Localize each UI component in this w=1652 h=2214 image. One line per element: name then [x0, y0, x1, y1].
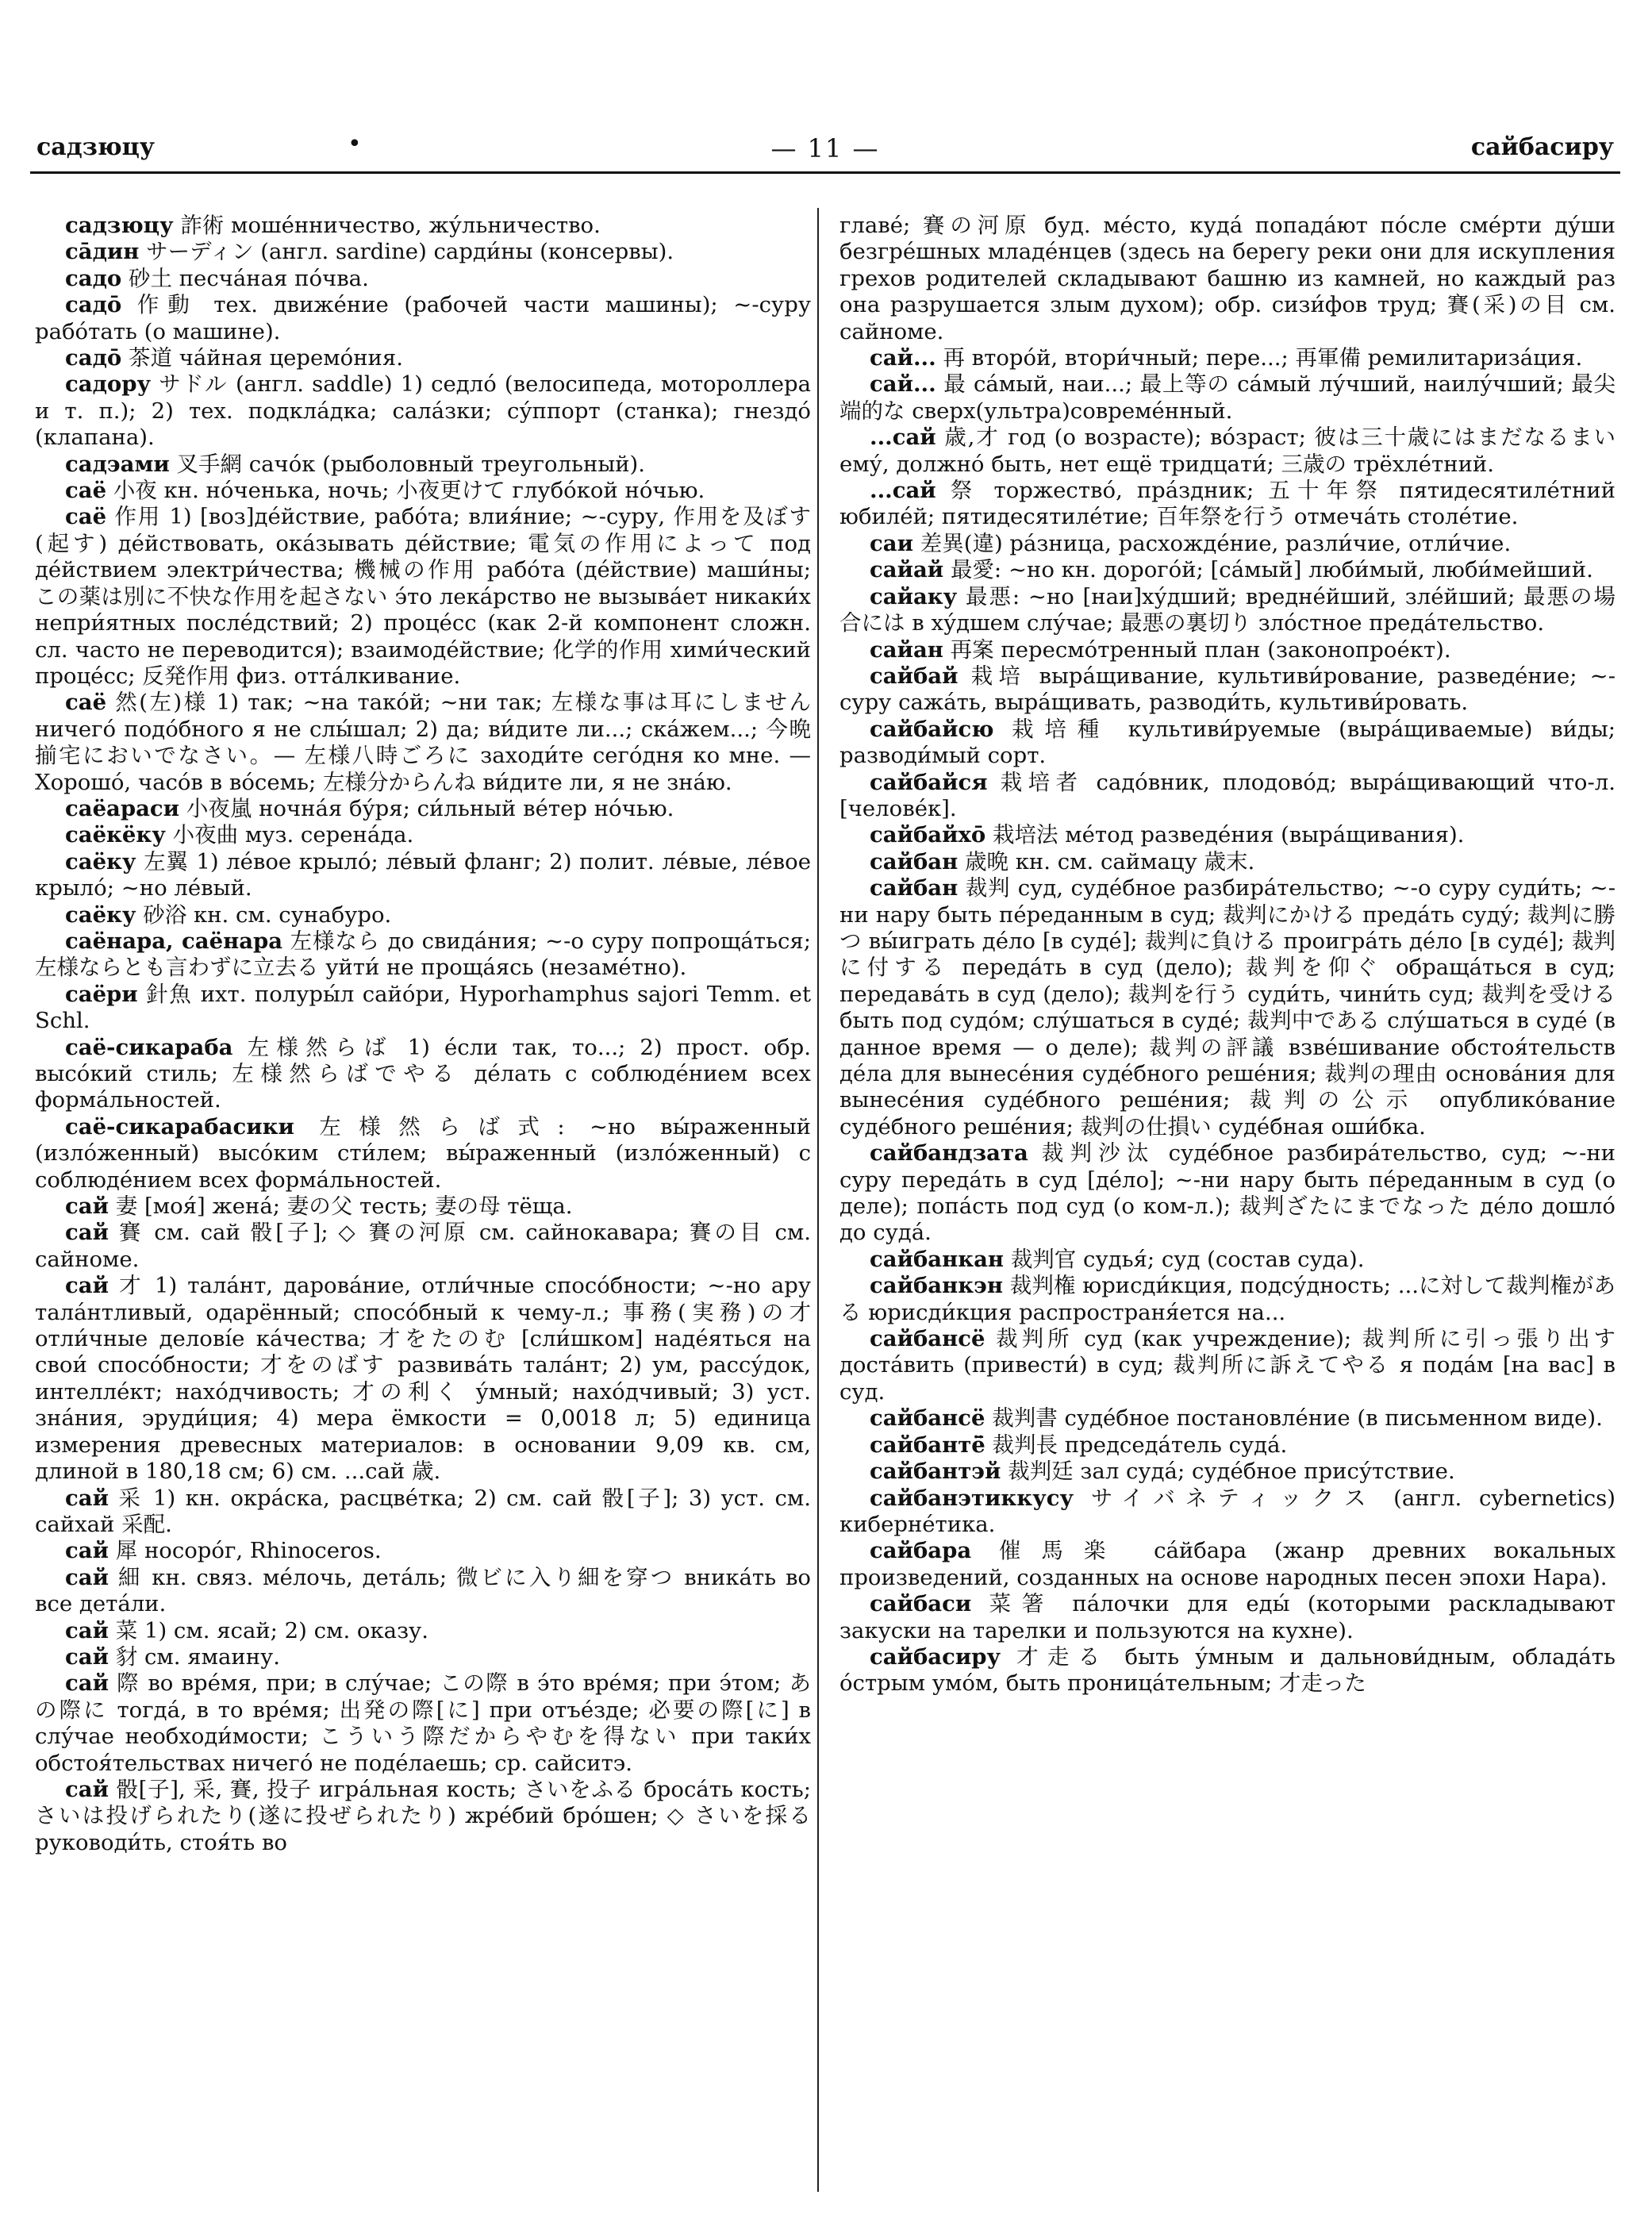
dictionary-entry: [35, 822, 811, 848]
dictionary-entry: [35, 1114, 811, 1193]
dictionary-entry: [35, 1486, 811, 1539]
entry-definition: 小夜曲 муз. серена́да.: [172, 822, 414, 848]
dictionary-entry: [839, 875, 1616, 1140]
entry-headword: саёкёку: [65, 822, 166, 848]
entry-headword: сайбансё: [870, 1405, 985, 1432]
entry-definition: 差異(違) ра́зница, расхожде́ние, разли́чие, отли́чие.: [920, 530, 1512, 556]
entry-definition: 際 во вре́мя, при; в слу́чае; この際 в э́то вре́мя; при э́том; あの際に тогда́, в то вре́мя; 出発の際[に] при отъе́зде; 必要の際[に] в слу́чае необходи́мости; こういう際だからやむを得ない при таки́х обстоя́тельствах ничего́ не поде́лаешь; ср. сайситэ.: [35, 1670, 811, 1776]
entry-headword: сайбанкан: [870, 1246, 1005, 1272]
header-dot: •: [348, 130, 362, 158]
dictionary-entry: [35, 1538, 811, 1564]
dictionary-entry: [839, 717, 1616, 770]
entry-headword: сай: [65, 1538, 109, 1564]
dictionary-entry: [35, 213, 811, 239]
dictionary-entry: [35, 452, 811, 478]
right-guide-word: сайбасиру: [1470, 133, 1614, 161]
right-column: [839, 213, 1616, 1697]
dictionary-entry: [35, 1220, 811, 1273]
column-divider: [817, 208, 819, 2192]
entry-headword: саи: [870, 530, 913, 556]
entry-definition: 裁判沙汰 суде́бное разбира́тельство, суд; ~-ни суру переда́ть в суд [де́ло]; ~-ни нару быть пе́реданным в суд (о деле); попа́сть под суд (о ком-л.); 裁判ざたにまでなった де́ло дошло́ до суда́.: [839, 1140, 1616, 1246]
entry-definition: 左様然らば 1) е́сли так, то...; 2) прост. обр. высо́кий стиль; 左様然らばでやる де́лать с соблюде́нием всех форма́льностей.: [35, 1034, 812, 1113]
entry-headword: сайбантё̄: [870, 1432, 985, 1458]
dictionary-entry: [35, 690, 811, 796]
entry-definition: サーディン (англ. sardine) сарди́ны (консервы).: [146, 239, 674, 265]
dictionary-entry: [35, 982, 811, 1035]
entry-definition: 茶道 ча́йная церемо́ния.: [128, 345, 403, 371]
entry-headword: сай: [65, 1617, 109, 1643]
entry-definition: 裁判書 суде́бное постановле́ние (в письменном виде).: [992, 1405, 1603, 1432]
entry-definition: 菜 1) см. ясай; 2) см. оказу.: [115, 1617, 428, 1643]
entry-definition: 裁判権 юрисди́кция, подсу́дность; ...に対して裁判権がある юрисди́кция распространя́ется на...: [839, 1273, 1616, 1325]
dictionary-entry: [839, 1591, 1616, 1644]
entry-headword: сайбай: [870, 663, 959, 689]
entry-headword: сай: [65, 1670, 109, 1697]
dictionary-entry: [839, 584, 1616, 637]
entry-headword: сай: [65, 1643, 109, 1670]
dictionary-entry: [839, 371, 1616, 425]
dictionary-entry: [35, 1670, 811, 1777]
dictionary-entry: [839, 1538, 1616, 1591]
dictionary-entry: [839, 1140, 1616, 1247]
entry-headword: садору: [65, 371, 152, 398]
entry-headword: сай...: [870, 345, 936, 371]
entry-definition: 最悪: ~но [наи]ху́дший; вредне́йший, зле́йший; 最悪の場合には в ху́дшем слу́чае; 最悪の裏切り зло́стное преда́тельство.: [839, 583, 1616, 636]
entry-headword: саёнара, саёнара: [65, 928, 283, 954]
entry-definition: 砂土 песча́ная по́чва.: [128, 265, 369, 291]
entry-definition: 歳,才 год (о возрасте); во́зраст; 彼は三十歳にはまだなるまい ему́, должно́ быть, нет ещё тридцати́; 三歳の трёхле́тний.: [839, 425, 1616, 477]
dictionary-entry: [35, 928, 811, 982]
entry-definition: 再案 пересмо́тренный план (законопрое́кт).: [950, 636, 1451, 663]
dictionary-entry: [839, 345, 1616, 371]
dictionary-entry: [35, 1618, 811, 1644]
entry-headword: са̄дин: [65, 239, 140, 265]
entry-headword: садо: [65, 265, 122, 291]
dictionary-entry: [839, 425, 1616, 478]
entry-headword: сайбайсю: [870, 716, 994, 742]
entry-headword: саё-сикарабасики: [65, 1113, 294, 1140]
dictionary-entry: [35, 266, 811, 292]
entry-definition: 小夜嵐 ночна́я бу́ря; си́льный ве́тер но́чью.: [186, 795, 674, 821]
dictionary-entry: [35, 345, 811, 371]
entry-headword: садо̄: [65, 292, 122, 318]
entry-definition: 然(左)様 1) так; ~на тако́й; ~ни так; 左様な事は耳にしません ничего́ подо́бного я не слы́шал; 2) да; ви́дите ли...; ска́жем...; 今晩揃宅においでなさい。— 左様八時ごろに заходи́те сего́дня ко мне. — Хорошо́, часо́в в во́семь; 左様分からんね ви́дите ли, я не зна́ю.: [35, 690, 811, 795]
entry-definition: 左様なら до свида́ния; ~-о суру попроща́ться; 左様ならとも言わずに立去る уйти́ не проща́ясь (незаме́тно).: [35, 928, 811, 981]
entry-definition: 栽培種 культиви́руемые (выра́щиваемые) ви́ды; разводи́мый сорт.: [839, 716, 1616, 769]
entry-definition: 叉手網 сачо́к (рыболовный треугольный).: [176, 451, 646, 477]
entry-headword: сайан: [870, 636, 943, 663]
entry-definition: 栽培 выра́щивание, культиви́рование, разведе́ние; ~-суру сажа́ть, выра́щивать, разводи́ть, культиви́ровать.: [839, 663, 1616, 716]
dictionary-entry: [35, 849, 811, 902]
entry-definition: 作用 1) [воз]де́йствие, рабо́та; влия́ние; ~-суру, 作用を及ぼす(起す) де́йствовать, ока́зывать де́йствие; 電気の作用によって под де́йствием электри́чества; 機械の作用 рабо́та (де́йствие) маши́ны; この薬は別に不快な作用を起さない э́то лека́рство не вызыва́ет никаки́х непри́ятных после́дствий; 2) проце́сс (как 2-й компонент сложн. сл. часто не переводится); взаимоде́йствие; 化学的作用 хими́ческий проце́сс; 反発作用 физ. отта́лкивание.: [35, 504, 811, 689]
entry-headword: сайбанэтиккусу: [870, 1485, 1074, 1511]
dictionary-entry: [35, 239, 811, 265]
entry-headword: сайбаси: [870, 1591, 972, 1617]
entry-definition: 豺 см. ямаину.: [115, 1643, 280, 1670]
entry-definition: 才走る быть у́мным и дальнови́дным, облада́ть о́стрым умо́м, быть проница́тельным; 才走った: [839, 1643, 1616, 1697]
entry-headword: саё: [65, 478, 107, 504]
entry-definition: 犀 носоро́г, Rhinoceros.: [115, 1538, 382, 1564]
entry-definition: 針魚 ихт. полуры́л сайо́ри, Hyporhamphus sajori Temm. et Schl.: [35, 981, 812, 1034]
dictionary-entry: [839, 1247, 1616, 1273]
entry-definition: 菜箸 па́лочки для еды́ (которыми раскладывают закуски на тарелки и пользуются на кухне).: [839, 1591, 1616, 1643]
entry-headword: сай: [65, 1220, 109, 1246]
dictionary-entry: [839, 1273, 1616, 1326]
entry-headword: сай: [65, 1564, 109, 1590]
dictionary-entry: [839, 849, 1616, 875]
entry-headword: садзюцу: [65, 213, 174, 238]
dictionary-entry: [35, 1035, 811, 1114]
dictionary-entry: [35, 1565, 811, 1618]
dictionary-entry: [839, 1459, 1616, 1485]
entry-definition: 裁判 суд, суде́бное разбира́тельство; ~-о суру суди́ть; ~-ни нару быть пе́реданным в суд; 裁判にかける преда́ть суду́; 裁判に勝つ вы́играть де́ло [в суде́]; 裁判に負ける проигра́ть де́ло [в суде́]; 裁判に付する переда́ть в суд (дело); 裁判を仰ぐ обраща́ться в суд; передава́ть в суд (дело); 裁判を行う суди́ть, чини́ть суд; 裁判を受ける быть под судо́м; слу́шаться в суде́; 裁判中である слу́шаться в суде́ (в данное время — о деле); 裁判の評議 взве́шивание обстоя́тельств де́ла для вынесе́ния суде́бного реше́ния; 裁判の理由 основа́ния для вынесе́ния суде́бного реше́ния; 裁判の公示 опублико́вание суде́бного реше́ния; 裁判の仕損い суде́бная оши́бка.: [839, 875, 1616, 1140]
entry-headword: саё-сикараба: [65, 1034, 233, 1060]
entry-headword: сай: [65, 1273, 109, 1299]
entry-headword: сайбантэй: [870, 1459, 1001, 1485]
entry-definition: 裁判所 суд (как учреждение); 裁判所に引っ張り出す доста́вить (привести́) в суд; 裁判所に訴えてやる я пода́м [на вас] в суд.: [839, 1326, 1616, 1405]
entry-headword: садэами: [65, 451, 170, 477]
dictionary-entry: [35, 1777, 811, 1856]
entry-headword: саёри: [65, 981, 138, 1007]
dictionary-entry: [839, 1326, 1616, 1405]
entry-headword: сай: [65, 1485, 109, 1511]
entry-definition: 裁判長 председа́тель суда́.: [992, 1432, 1288, 1458]
entry-definition: サイバネティックス (англ. cybernetics) киберне́тика.: [839, 1485, 1616, 1537]
entry-headword: сай: [65, 1193, 109, 1220]
dictionary-entry: [35, 1273, 811, 1485]
entry-headword: сайбайхо̄: [870, 822, 986, 848]
running-head: [30, 130, 1620, 174]
entry-definition: 最 са́мый, наи...; 最上等の са́мый лу́чший, наилу́чший; 最尖端的な сверх(ультра)совреме́нный.: [839, 371, 1616, 424]
entry-headword: саё: [65, 690, 107, 716]
entry-definition: 催馬楽 са́йбара (жанр древних вокальных произведений, созданных на основе народных песен эпохи Нара).: [839, 1538, 1616, 1590]
entry-definition: 祭 торжество́, пра́здник; 五十年祭 пятидесятиле́тний юбиле́й; пятидесятиле́тие; 百年祭を行う отмеча́ть столе́тие.: [839, 478, 1616, 530]
page-number: — 11 —: [770, 133, 880, 163]
dictionary-entry: [839, 1644, 1616, 1697]
dictionary-entry: [839, 663, 1616, 717]
dictionary-entry: [839, 1405, 1616, 1432]
entry-definition: 骰[子], 采, 賽, 投子 игра́льная кость; さいをふる броса́ть кость; さいは投げられたり(遂に投ぜられたり) жре́бий бро́шен; ◇ さいを採る руководи́ть, стоя́ть во: [35, 1776, 811, 1855]
entry-definition: 才 1) тала́нт, дарова́ние, отли́чные спосо́бности; ~-но ару тала́нтливый, одарённый; спосо́бный к чему-л.; 事務(実務)の才 отли́чные делові́е ка́чества; 才をたのむ [сли́шком] наде́яться на свои́ спосо́бности; 才をのばす развива́ть тала́нт; 2) ум, рассу́док, интелле́кт; нахо́дчивость; 才の利く у́мный; нахо́дчивый; 3) уст. зна́ния, эруди́ция; 4) мера ёмкости = 0,0018 л; 5) единица измерения древесных материалов: в основании 9,09 кв. см, длиной в 180,18 см; 6) см. ...сай 歳.: [35, 1273, 812, 1485]
dictionary-entry: [839, 531, 1616, 557]
dictionary-entry: [839, 213, 1616, 345]
dictionary-entry: [839, 637, 1616, 663]
entry-definition: 裁判廷 зал суда́; суде́бное прису́тствие.: [1008, 1459, 1455, 1485]
entry-headword: саёараси: [65, 795, 180, 821]
entry-headword: ...сай: [870, 425, 936, 451]
entry-definition: 妻 [моя́] жена́; 妻の父 тесть; 妻の母 тёща.: [115, 1193, 573, 1220]
entry-headword: сай...: [870, 371, 936, 398]
entry-definition: 詐術 моше́нничество, жу́льничество.: [180, 213, 601, 238]
dictionary-entry: [35, 371, 811, 451]
dictionary-entry: [35, 1193, 811, 1220]
entry-headword: сайбан: [870, 848, 959, 874]
entry-definition: главе́; 賽の河原 буд. ме́сто, куда́ попада́ют по́сле сме́рти ду́ши безгре́шных младе́нцев (здесь на берегу реки они для искупления грехов родителей складывают башню из камней, но каждый раз она разрушается злым духом); обр. сизи́фов труд; 賽(采)の目 см. сайноме.: [839, 213, 1616, 344]
entry-headword: сайбан: [870, 875, 959, 901]
dictionary-entry: [35, 902, 811, 928]
entry-headword: сайбансё: [870, 1326, 985, 1352]
entry-headword: саёку: [65, 848, 136, 874]
dictionary-entry: [839, 557, 1616, 583]
entry-definition: 左様然らば式: ~но вы́раженный (изло́женный) высо́ким сти́лем; вы́раженный (изло́женный) с соблюде́нием всех форма́льностей.: [35, 1113, 811, 1193]
entry-definition: 裁判官 судья́; суд (состав суда).: [1010, 1246, 1365, 1272]
entry-headword: сайбара: [870, 1538, 972, 1564]
entry-definition: 細 кн. связ. ме́лочь, дета́ль; 微ビに入り細を穿つ вника́ть во все дета́ли.: [35, 1564, 811, 1617]
dictionary-entry: [839, 770, 1616, 823]
entry-headword: сайбасиру: [870, 1643, 1001, 1670]
entry-headword: сайбандзата: [870, 1140, 1028, 1167]
entry-definition: 歳晩 кн. см. саймацу 歳末.: [965, 848, 1255, 874]
dictionary-entry: [839, 478, 1616, 531]
entry-definition: サドル (англ. saddle) 1) седло́ (велосипеда, мотороллера и т. п.); 2) тех. подкла́дка; сала́зки; су́ппорт (станка); гнездо́ (клапана).: [35, 371, 811, 451]
entry-headword: сайаку: [870, 583, 958, 609]
entry-headword: сай: [65, 1776, 109, 1802]
entry-definition: 采 1) кн. окра́ска, расцве́тка; 2) см. сай 骰[子]; 3) уст. см. сайхай 采配.: [35, 1485, 811, 1537]
entry-definition: 作動 тех. движе́ние (рабочей части машины); ~-суру рабо́тать (о машине).: [35, 292, 812, 344]
entry-definition: 小夜 кн. но́ченька, ночь; 小夜更けて глубо́кой но́чью.: [113, 478, 705, 504]
entry-definition: 栽培者 садо́вник, плодово́д; выра́щивающий что-л. [челове́к].: [839, 769, 1616, 821]
entry-headword: сайбайся: [870, 769, 988, 795]
entry-definition: 賽 см. сай 骰[子]; ◇ 賽の河原 см. сайнокавара; 賽の目 см. сайноме.: [35, 1220, 811, 1272]
dictionary-entry: [35, 504, 811, 690]
dictionary-entry: [35, 478, 811, 504]
entry-headword: саё: [65, 504, 107, 530]
entry-headword: саёку: [65, 901, 136, 928]
entry-definition: 最愛: ~но кн. дорого́й; [са́мый] люби́мый, люби́мейший.: [950, 557, 1593, 583]
entry-definition: 砂浴 кн. см. сунабуро.: [143, 901, 392, 928]
entry-headword: сайбанкэн: [870, 1273, 1003, 1299]
entry-headword: садо̄: [65, 345, 122, 371]
dictionary-entry: [35, 796, 811, 822]
dictionary-entry: [35, 1644, 811, 1670]
entry-definition: 再 второ́й, втори́чный; пере...; 再軍備 ремилитариза́ция.: [943, 345, 1583, 371]
dictionary-entry: [839, 1486, 1616, 1539]
dictionary-entry: [35, 292, 811, 345]
entry-headword: ...сай: [870, 478, 936, 504]
dictionary-entry: [839, 1432, 1616, 1459]
left-guide-word: садзюцу: [36, 133, 155, 161]
dictionary-entry: [839, 822, 1616, 848]
entry-headword: сайай: [870, 557, 944, 583]
entry-definition: 左翼 1) ле́вое крыло́; ле́вый фланг; 2) полит. ле́вые, ле́вое крыло́; ~но ле́вый.: [35, 848, 811, 901]
left-column: [35, 213, 811, 1856]
entry-definition: 栽培法 ме́тод разведе́ния (выра́щивания).: [993, 822, 1465, 848]
